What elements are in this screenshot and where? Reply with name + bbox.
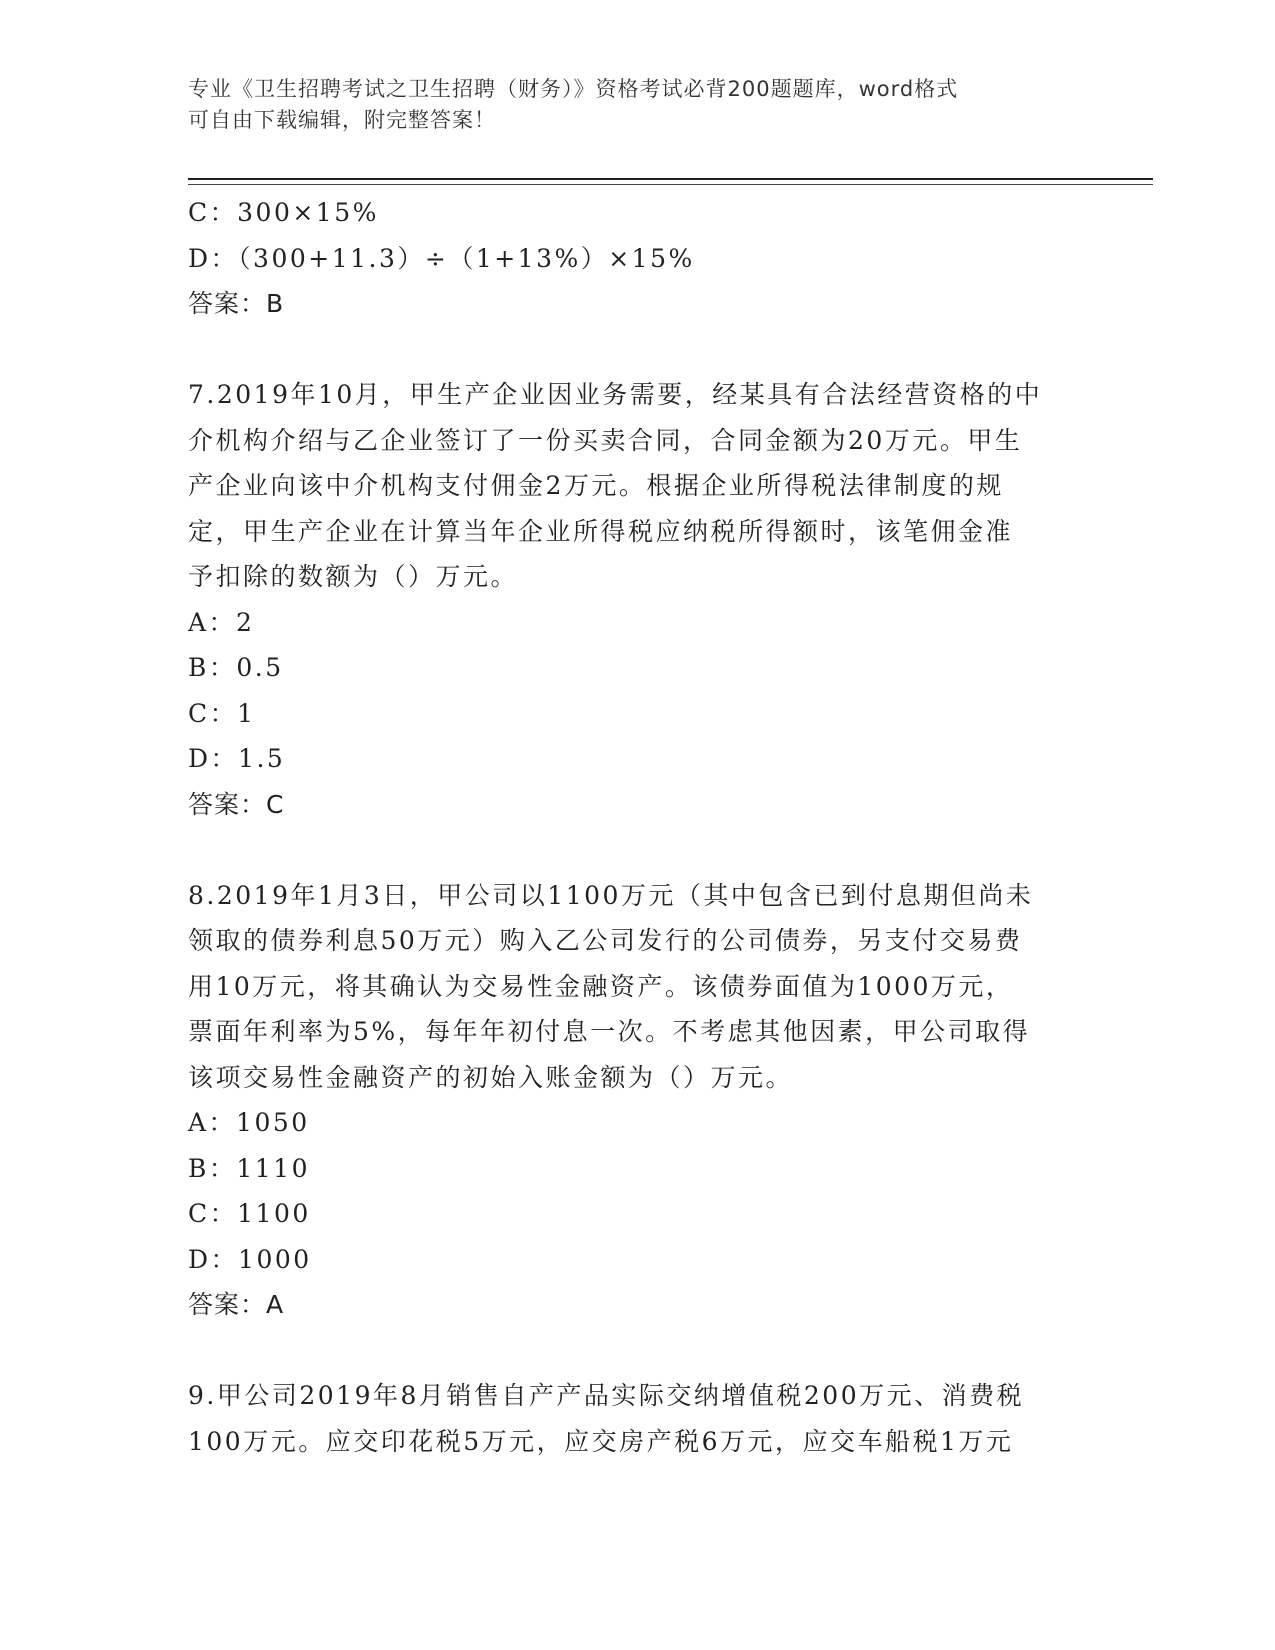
question-block-8 [188, 873, 1088, 1328]
answer-line: 答案：C [188, 789, 285, 819]
spacer [188, 827, 1088, 873]
option-d: D：（300+11.3）÷（1+13%）×15% [188, 243, 695, 273]
question-text-line: 该项交易性金融资产的初始入账金额为（）万元。 [188, 1062, 794, 1092]
question-text-line: 用10万元，将其确认为交易性金融资产。该债券面值为1000万元， [188, 971, 1014, 1001]
option-d: D：1000 [188, 1244, 312, 1274]
document-header [188, 74, 1068, 136]
question-text-line: 9.甲公司2019年8月销售自产产品实际交纳增值税200万元、消费税 [188, 1381, 1025, 1410]
option-c: C：1 [188, 698, 256, 728]
question-block-9 [188, 1373, 1088, 1464]
option-a: A：1050 [188, 1108, 310, 1137]
spacer [188, 1328, 1088, 1374]
question-block-7 [188, 372, 1088, 827]
question-text-line: 定，甲生产企业在计算当年企业所得税应纳税所得额时，该笔佣金准 [188, 516, 1014, 546]
spacer [188, 327, 1088, 373]
header-line-1: 专业《卫生招聘考试之卫生招聘（财务）》资格考试必背200题题库，word格式 [188, 77, 959, 101]
document-body [188, 190, 1088, 1464]
option-b: B：0.5 [188, 653, 284, 682]
answer-line: 答案：A [188, 1290, 285, 1319]
option-c: C：300×15% [188, 198, 379, 227]
question-text-line: 8.2019年1月3日，甲公司以1100万元（其中包含已到付息期但尚未 [188, 880, 1034, 910]
option-c: C：1100 [188, 1199, 311, 1228]
question-text-line: 产企业向该中介机构支付佣金2万元。根据企业所得税法律制度的规 [188, 471, 1004, 500]
question-text-line: 7.2019年10月，甲生产企业因业务需要，经某具有合法经营资格的中 [188, 380, 1043, 409]
option-d: D：1.5 [188, 744, 286, 773]
header-line-2: 可自由下载编辑，附完整答案！ [188, 108, 496, 132]
question-text-line: 领取的债券利息50万元）购入乙公司发行的公司债券，另支付交易费 [188, 926, 1023, 955]
question-text-line: 介机构介绍与乙企业签订了一份买卖合同，合同金额为20万元。甲生 [188, 425, 1023, 455]
question-text-line: 予扣除的数额为（）万元。 [188, 562, 519, 591]
option-b: B：1110 [188, 1153, 310, 1183]
header-divider-thin [188, 184, 1153, 185]
option-a: A：2 [188, 607, 255, 637]
header-divider-thick [188, 178, 1153, 180]
question-text-line: 100万元。应交印花税5万元，应交房产税6万元，应交车船税1万元 [188, 1426, 1014, 1456]
answer-line: 答案：B [188, 289, 285, 318]
question-text-line: 票面年利率为5%，每年年初付息一次。不考虑其他因素，甲公司取得 [188, 1017, 1031, 1046]
